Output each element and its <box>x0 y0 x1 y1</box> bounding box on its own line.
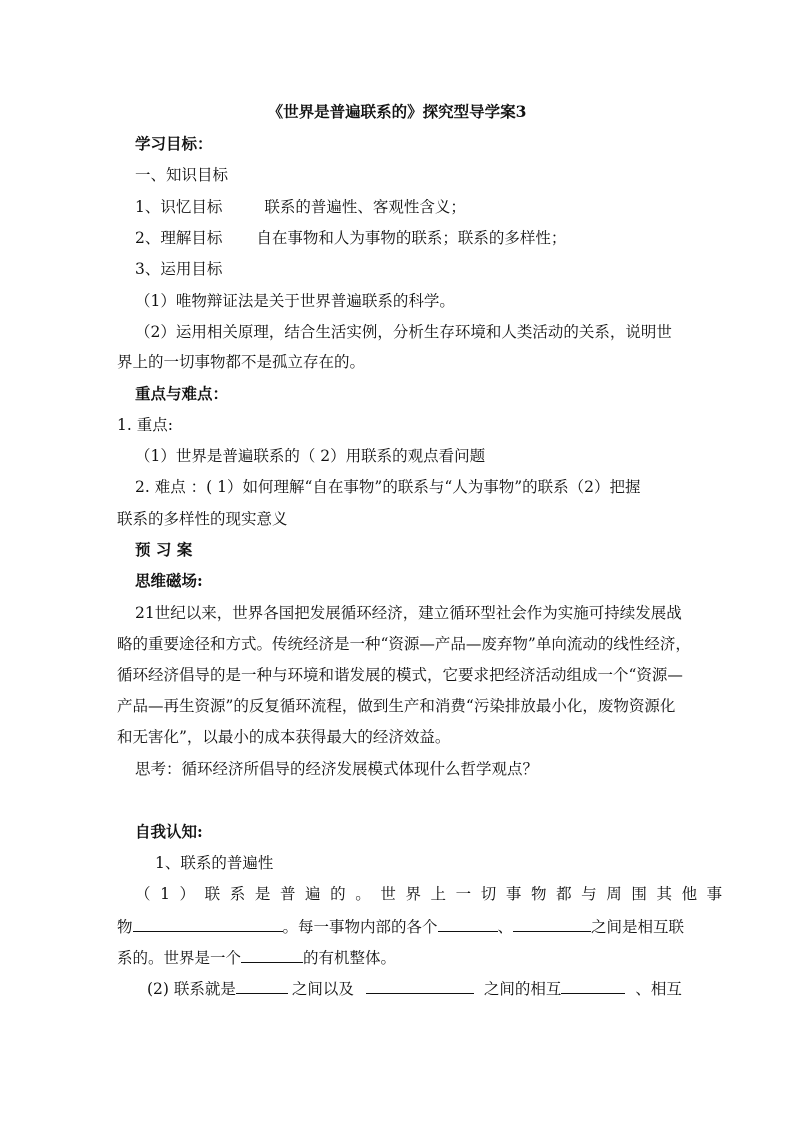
understand-content: 自在事物和人为事物的联系；联系的多样性； <box>256 229 567 247</box>
question-1-line3 <box>117 946 396 968</box>
q1-text-b: 。每一事物内部的各个 <box>282 918 438 936</box>
answer-blank[interactable] <box>133 915 283 932</box>
recall-label: 1、识忆目标 <box>135 198 223 216</box>
paragraph-line3: 循环经济倡导的是一种与环境和谐发展的模式，它要求把经济活动组成一个“资源— <box>117 666 683 684</box>
key-label: 1. 重点: <box>117 416 173 434</box>
universality-item: 1、联系的普遍性 <box>155 854 274 872</box>
answer-blank[interactable] <box>561 977 625 994</box>
answer-blank[interactable] <box>438 915 498 932</box>
q2-text-c: 之间的相互 <box>483 980 562 998</box>
objectives-heading: 学习目标： <box>135 134 213 153</box>
knowledge-objectives: 一、知识目标 <box>135 166 229 184</box>
paragraph-line5: 和无害化”，以最小的成本获得最大的经济效益。 <box>117 728 451 746</box>
paragraph-line2: 略的重要途径和方式。传统经济是一种“资源—产品—废弃物”单向流动的线性经济， <box>117 635 691 653</box>
apply-item-1: （1）唯物辩证法是关于世界普遍联系的科学。 <box>135 292 455 310</box>
apply-objective: 3、运用目标 <box>135 260 223 278</box>
difficult-line2: 联系的多样性的现实意义 <box>117 510 288 528</box>
q1-text-d: 之间是相互联 <box>591 918 685 936</box>
page-title: 《世界是普遍联系的》探究型导学案3 <box>267 102 527 121</box>
keypoints-heading: 重点与难点： <box>135 384 229 403</box>
thinking-question: 思考：循环经济所倡导的经济发展模式体现什么哲学观点？ <box>135 760 539 778</box>
difficult-line1: 2. 难点 ：( 1）如何理解“自在事物”的联系与“人为事物”的联系（2）把握 <box>135 478 641 496</box>
preview-heading: 预 习 案 <box>135 540 193 559</box>
question-2 <box>147 977 682 999</box>
apply-item-2-line1: （2）运用相关原理，结合生活实例，分析生存环境和人类活动的关系，说明世 <box>135 323 672 341</box>
understand-label: 2、理解目标 <box>135 229 223 247</box>
paragraph-line1: 21世纪以来，世界各国把发展循环经济，建立循环型社会作为实施可持续发展战 <box>135 604 682 622</box>
q2-text-b: 之间以及 <box>291 980 354 998</box>
paragraph-line4: 产品—再生资源”的反复循环流程，做到生产和消费“污染排放最小化，废物资源化 <box>117 697 676 715</box>
question-1-line1: （1）联系是普遍的。世界上一切事物都与周围其他事 <box>135 885 732 903</box>
q1-text-f: 的有机整体。 <box>303 949 397 967</box>
q1-text-e: 系的。世界是一个 <box>117 949 242 967</box>
answer-blank[interactable] <box>236 977 288 994</box>
self-heading: 自我认知: <box>135 822 203 841</box>
q2-text-a: (2) 联系就是 <box>147 980 236 998</box>
q1-text-a: 物 <box>117 918 133 936</box>
question-1-line2 <box>117 915 684 937</box>
answer-blank[interactable] <box>366 977 474 994</box>
q2-text-d: 、相互 <box>635 980 682 998</box>
answer-blank[interactable] <box>241 946 303 963</box>
answer-blank[interactable] <box>513 915 591 932</box>
understand-objective <box>135 228 566 248</box>
apply-item-2-line2: 界上的一切事物都不是孤立存在的。 <box>117 353 366 371</box>
thinking-heading: 思维磁场: <box>135 571 203 590</box>
recall-objective <box>135 197 466 217</box>
q1-text-c: 、 <box>497 918 514 936</box>
key-content: （1）世界是普遍联系的（ 2）用联系的观点看问题 <box>135 447 486 465</box>
recall-content: 联系的普遍性、客观性含义； <box>264 198 466 216</box>
